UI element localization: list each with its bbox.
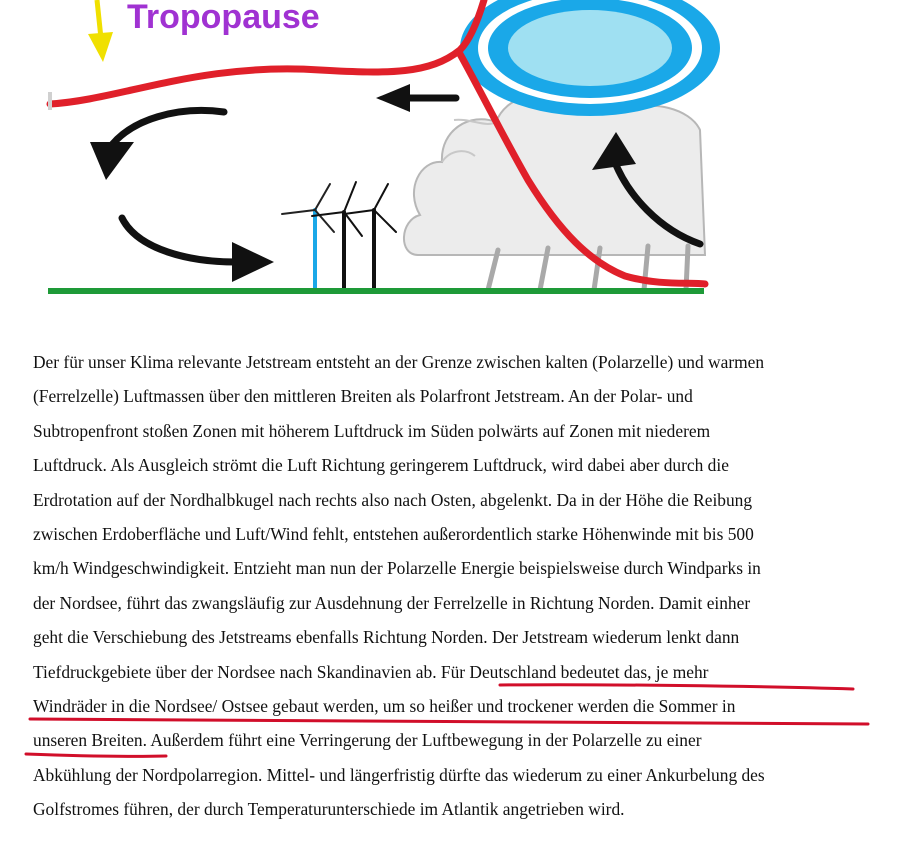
article-line: Der für unser Klima relevante Jetstream entsteht an der Grenze zwischen kalten (Polarzelle) und warmen [33, 352, 765, 372]
article-line: Subtropenfront stoßen Zonen mit höherem Luftdruck im Süden polwärts auf Zonen mit niederem [33, 420, 711, 441]
article-line: Tiefdruckgebiete über der Nordsee nach Skandinavien ab. Für Deutschland bedeutet das, je mehr [33, 661, 709, 682]
article-line: Golfstromes führen, der durch Temperaturunterschiede im Atlantik angetrieben wird. [33, 799, 625, 820]
article-line: unseren Breiten. Außerdem führt eine Verringerung der Luftbewegung in der Polarzelle zu einer [33, 730, 702, 751]
tropopause-label: Tropopause [127, 0, 320, 36]
article-line: Windräder in die Nordsee/ Ostsee gebaut werden, um so heißer und trockener werden die Sommer in [33, 695, 736, 716]
article-line: der Nordsee, führt das zwangsläufig zur Ausdehnung der Ferrelzelle in Richtung Norden. Damit einher [33, 592, 751, 613]
climate-diagram [0, 0, 911, 300]
polar-ice-icon [460, 0, 720, 116]
article-line: Abkühlung der Nordpolarregion. Mittel- und längerfristig dürfte das wiederum zu einer Ankurbelung des [33, 764, 765, 785]
yellow-arrow-icon [88, 0, 113, 62]
article-text [33, 345, 888, 826]
article-line: km/h Windgeschwindigkeit. Entzieht man nun der Polarzelle Energie beispielsweise durch Windparks in [33, 558, 761, 579]
article-line: (Ferrelzelle) Luftmassen über den mittleren Breiten als Polarfront Jetstream. An der Polar- und [33, 386, 693, 407]
article-line: zwischen Erdoberfläche und Luft/Wind fehlt, entstehen außerordentlich starke Höhenwinde mit bis 500 [33, 523, 754, 544]
article-line: Erdrotation auf der Nordhalbkugel nach rechts also nach Osten, abgelenkt. Da in der Höhe die Reibung [33, 489, 753, 510]
article-line: Luftdruck. Als Ausgleich strömt die Luft Richtung geringerem Luftdruck, wird dabei aber durch die [33, 455, 729, 476]
cloud-icon [404, 90, 705, 255]
article-paragraph [33, 345, 888, 826]
article-line: geht die Verschiebung des Jetstreams ebenfalls Richtung Norden. Der Jetstream wiederum lenkt dann [33, 627, 740, 648]
wind-turbine-icons [282, 182, 396, 292]
